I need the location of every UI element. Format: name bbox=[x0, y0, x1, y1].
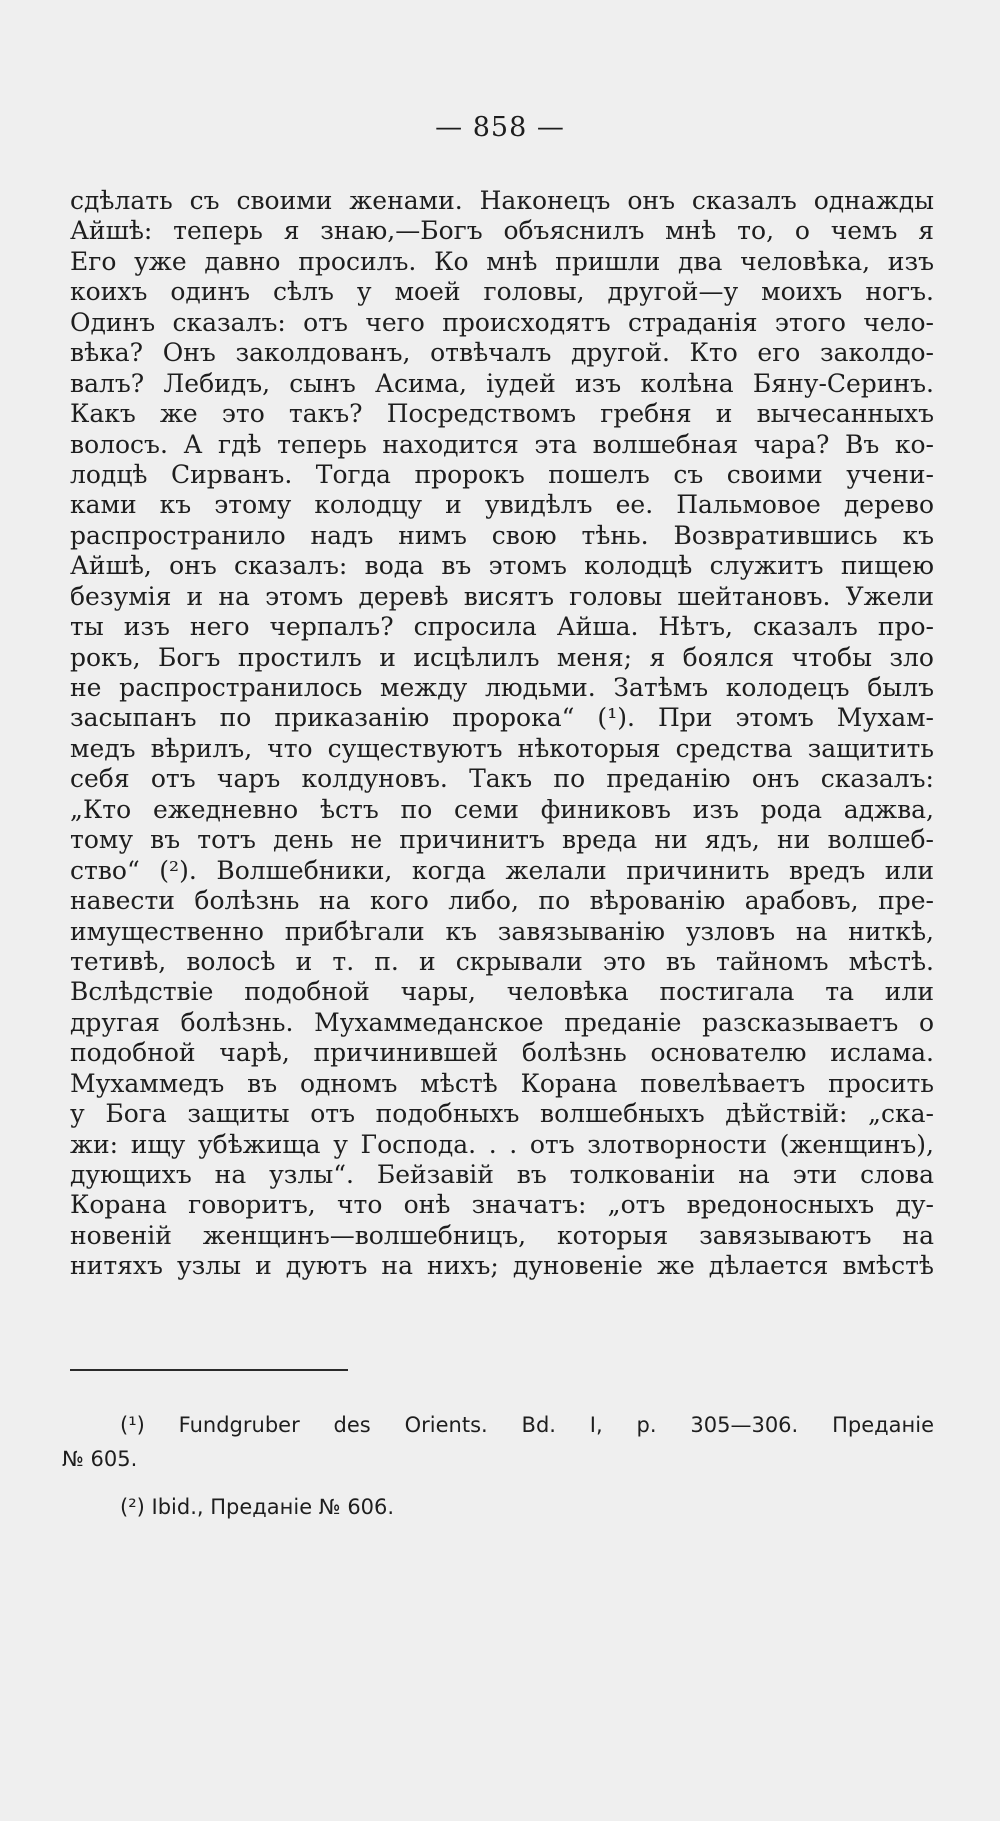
footnote-marker: (¹) bbox=[120, 1413, 145, 1437]
text-line: жи: ищу убѣжища у Господа. . . отъ злотворности (женщинъ), bbox=[70, 1129, 934, 1159]
text-line: распространило надъ нимъ свою тѣнь. Возвратившись къ bbox=[70, 520, 934, 550]
footnote-text: Ibid., Преданіе № 606. bbox=[151, 1495, 395, 1519]
text-line: рокъ, Богъ простилъ и исцѣлилъ меня; я боялся чтобы зло bbox=[70, 642, 934, 672]
text-line: ками къ этому колодцу и увидѣлъ ее. Пальмовое дерево bbox=[70, 490, 934, 520]
text-line: Какъ же это такъ? Посредствомъ гребня и вычесанныхъ bbox=[70, 399, 934, 429]
body-text bbox=[70, 186, 934, 1282]
text-line: Айшѣ: теперь я знаю,—Богъ объяснилъ мнѣ то, о чемъ я bbox=[70, 216, 934, 246]
text-line: Айшѣ, онъ сказалъ: вода въ этомъ колодцѣ служитъ пищею bbox=[70, 551, 934, 581]
text-line: нитяхъ узлы и дуютъ на нихъ; дуновеніе же дѣлается вмѣстѣ bbox=[70, 1251, 934, 1281]
text-line: дующихъ на узлы“. Бейзавій въ толкованіи на эти слова bbox=[70, 1160, 934, 1189]
text-line: тому въ тотъ день не причинитъ вреда ни ядъ, ни волшеб- bbox=[70, 825, 934, 855]
text-line: ты изъ него черпалъ? спросила Айша. Нѣтъ, сказалъ про- bbox=[70, 612, 934, 642]
text-line: новеній женщинъ—волшебницъ, которыя завязываютъ на bbox=[70, 1220, 934, 1250]
footnote-1 bbox=[62, 1408, 934, 1442]
text-line: сдѣлать съ своими женами. Наконецъ онъ сказалъ однажды bbox=[70, 186, 934, 215]
text-line: „Кто ежедневно ѣстъ по семи финиковъ изъ рода аджва, bbox=[70, 794, 934, 824]
text-line: Мухаммедъ въ одномъ мѣстѣ Корана повелѣваетъ просить bbox=[70, 1068, 934, 1098]
text-line: засыпанъ по приказанію пророка“ (¹). При этомъ Мухам- bbox=[70, 703, 934, 733]
text-line: Его уже давно просилъ. Ко мнѣ пришли два человѣка, изъ bbox=[70, 246, 934, 276]
text-line: Вслѣдствіе подобной чары, человѣка постигала та или bbox=[70, 977, 934, 1007]
footnote-text: Fundgruber des Orients. Bd. I, p. 305—306. Преданіе bbox=[178, 1413, 934, 1437]
footnotes bbox=[62, 1408, 934, 1524]
text-line: ство“ (²). Волшебники, когда желали причинить вредъ или bbox=[70, 855, 934, 885]
footnote-marker: (²) bbox=[120, 1495, 145, 1519]
text-line: тетивѣ, волосѣ и т. п. и скрывали это въ тайномъ мѣстѣ. bbox=[70, 946, 934, 976]
text-line: волосъ. А гдѣ теперь находится эта волшебная чара? Въ ко- bbox=[70, 429, 934, 459]
footnote-divider bbox=[70, 1369, 348, 1371]
text-line: безумія и на этомъ деревѣ висятъ головы шейтановъ. Ужели bbox=[70, 581, 934, 611]
text-line: Одинъ сказалъ: отъ чего происходятъ страданія этого чело- bbox=[70, 307, 934, 337]
text-line: Корана говоритъ, что онѣ значатъ: „отъ вредоносныхъ ду- bbox=[70, 1190, 934, 1220]
text-line: не распространилось между людьми. Затѣмъ колодецъ былъ bbox=[70, 673, 934, 702]
text-line: подобной чарѣ, причинившей болѣзнь основателю ислама. bbox=[70, 1038, 934, 1068]
text-line: у Бога защиты отъ подобныхъ волшебныхъ дѣйствій: „ска- bbox=[70, 1099, 934, 1129]
page-number: — 858 — bbox=[435, 112, 565, 143]
text-line: имущественно прибѣгали къ завязыванію узловъ на ниткѣ, bbox=[70, 916, 934, 946]
text-line: валъ? Лебидъ, сынъ Асима, іудей изъ колѣна Бяну-Серинъ. bbox=[70, 368, 934, 398]
text-line: себя отъ чаръ колдуновъ. Такъ по преданію онъ сказалъ: bbox=[70, 764, 934, 794]
text-line: другая болѣзнь. Мухаммеданское преданіе разсказываетъ о bbox=[70, 1007, 934, 1037]
footnote-2 bbox=[62, 1490, 934, 1524]
text-line: навести болѣзнь на кого либо, по вѣрованію арабовъ, пре- bbox=[70, 886, 934, 916]
text-line: медъ вѣрилъ, что существуютъ нѣкоторыя средства защитить bbox=[70, 733, 934, 763]
text-line: лодцѣ Сирванъ. Тогда пророкъ пошелъ съ своими учени- bbox=[70, 459, 934, 489]
footnote-1-continuation: № 605. bbox=[62, 1447, 138, 1471]
text-line: вѣка? Онъ заколдованъ, отвѣчалъ другой. Кто его заколдо- bbox=[70, 338, 934, 368]
text-line: коихъ одинъ сѣлъ у моей головы, другой—у моихъ ногъ. bbox=[70, 277, 934, 307]
